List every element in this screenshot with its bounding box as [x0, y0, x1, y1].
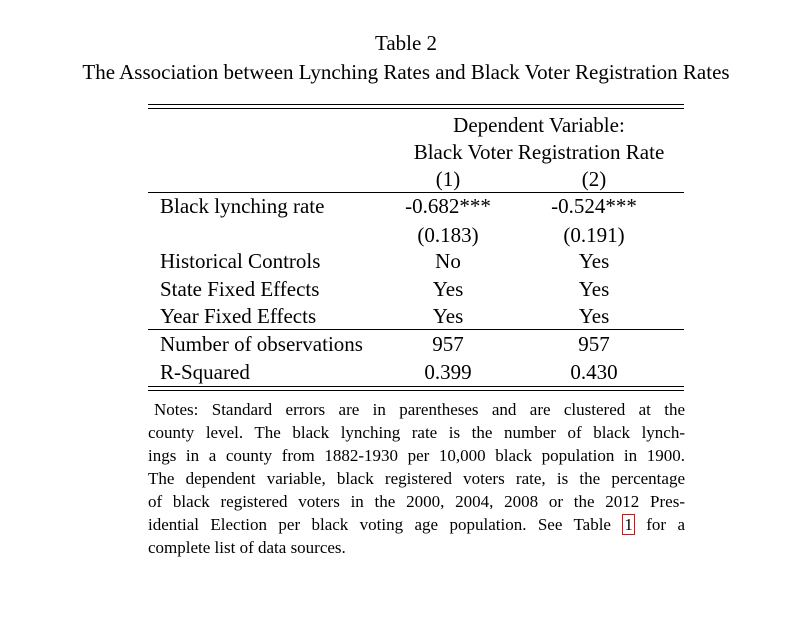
notes-line: Notes: Standard errors are in parentheses and are clustered at the: [154, 400, 685, 419]
notes-line: complete list of data sources.: [148, 538, 346, 557]
bottom-rule-upper: [148, 386, 684, 387]
year-fe-col2: Yes: [578, 304, 610, 328]
coef-col1: -0.682***: [405, 194, 491, 218]
row-label-black-lynching-rate: Black lynching rate: [160, 194, 325, 218]
row-label-historical-controls: Historical Controls: [160, 249, 321, 273]
top-rule-lower: [148, 108, 684, 109]
column-header-1: (1): [435, 167, 461, 191]
stats-rule: [148, 329, 684, 330]
row-label-year-fixed-effects: Year Fixed Effects: [160, 304, 317, 328]
table-notes: [148, 398, 685, 559]
coef-col2: -0.524***: [551, 194, 637, 218]
historical-controls-col2: Yes: [578, 249, 610, 273]
table-reference-link[interactable]: 1: [624, 515, 633, 534]
r-squared-col2: 0.430: [570, 360, 618, 384]
notes-line: The dependent variable, black registered voters rate, is the percentage: [148, 469, 685, 488]
notes-text: idential Election per black voting age population. See Table: [148, 515, 623, 534]
state-fe-col1: Yes: [432, 277, 464, 301]
table-number: Table 2: [374, 31, 438, 55]
se-col2: (0.191): [563, 223, 625, 247]
row-label-state-fixed-effects: State Fixed Effects: [160, 277, 320, 301]
state-fe-col2: Yes: [578, 277, 610, 301]
notes-line: ings in a county from 1882-1930 per 10,000 black population in 1900.: [148, 446, 685, 465]
observations-col2: 957: [578, 332, 610, 356]
year-fe-col1: Yes: [432, 304, 464, 328]
dependent-variable-name: Black Voter Registration Rate: [413, 140, 665, 164]
r-squared-col1: 0.399: [424, 360, 472, 384]
row-label-r-squared: R-Squared: [160, 360, 250, 384]
column-header-2: (2): [581, 167, 607, 191]
dependent-variable-label: Dependent Variable:: [453, 113, 625, 137]
notes-line-with-reference: [148, 513, 685, 536]
notes-line: county level. The black lynching rate is the number of black lynch-: [148, 423, 685, 442]
notes-text: for a: [634, 515, 685, 534]
top-rule-upper: [148, 104, 684, 105]
row-label-number-of-observations: Number of observations: [160, 332, 363, 356]
observations-col1: 957: [432, 332, 464, 356]
bottom-rule-lower: [148, 390, 684, 391]
notes-line: of black registered voters in the 2000, 2004, 2008 or the 2012 Pres-: [148, 492, 685, 511]
historical-controls-col1: No: [435, 249, 461, 273]
se-col1: (0.183): [417, 223, 479, 247]
table-title: The Association between Lynching Rates and Black Voter Registration Rates: [82, 60, 730, 84]
